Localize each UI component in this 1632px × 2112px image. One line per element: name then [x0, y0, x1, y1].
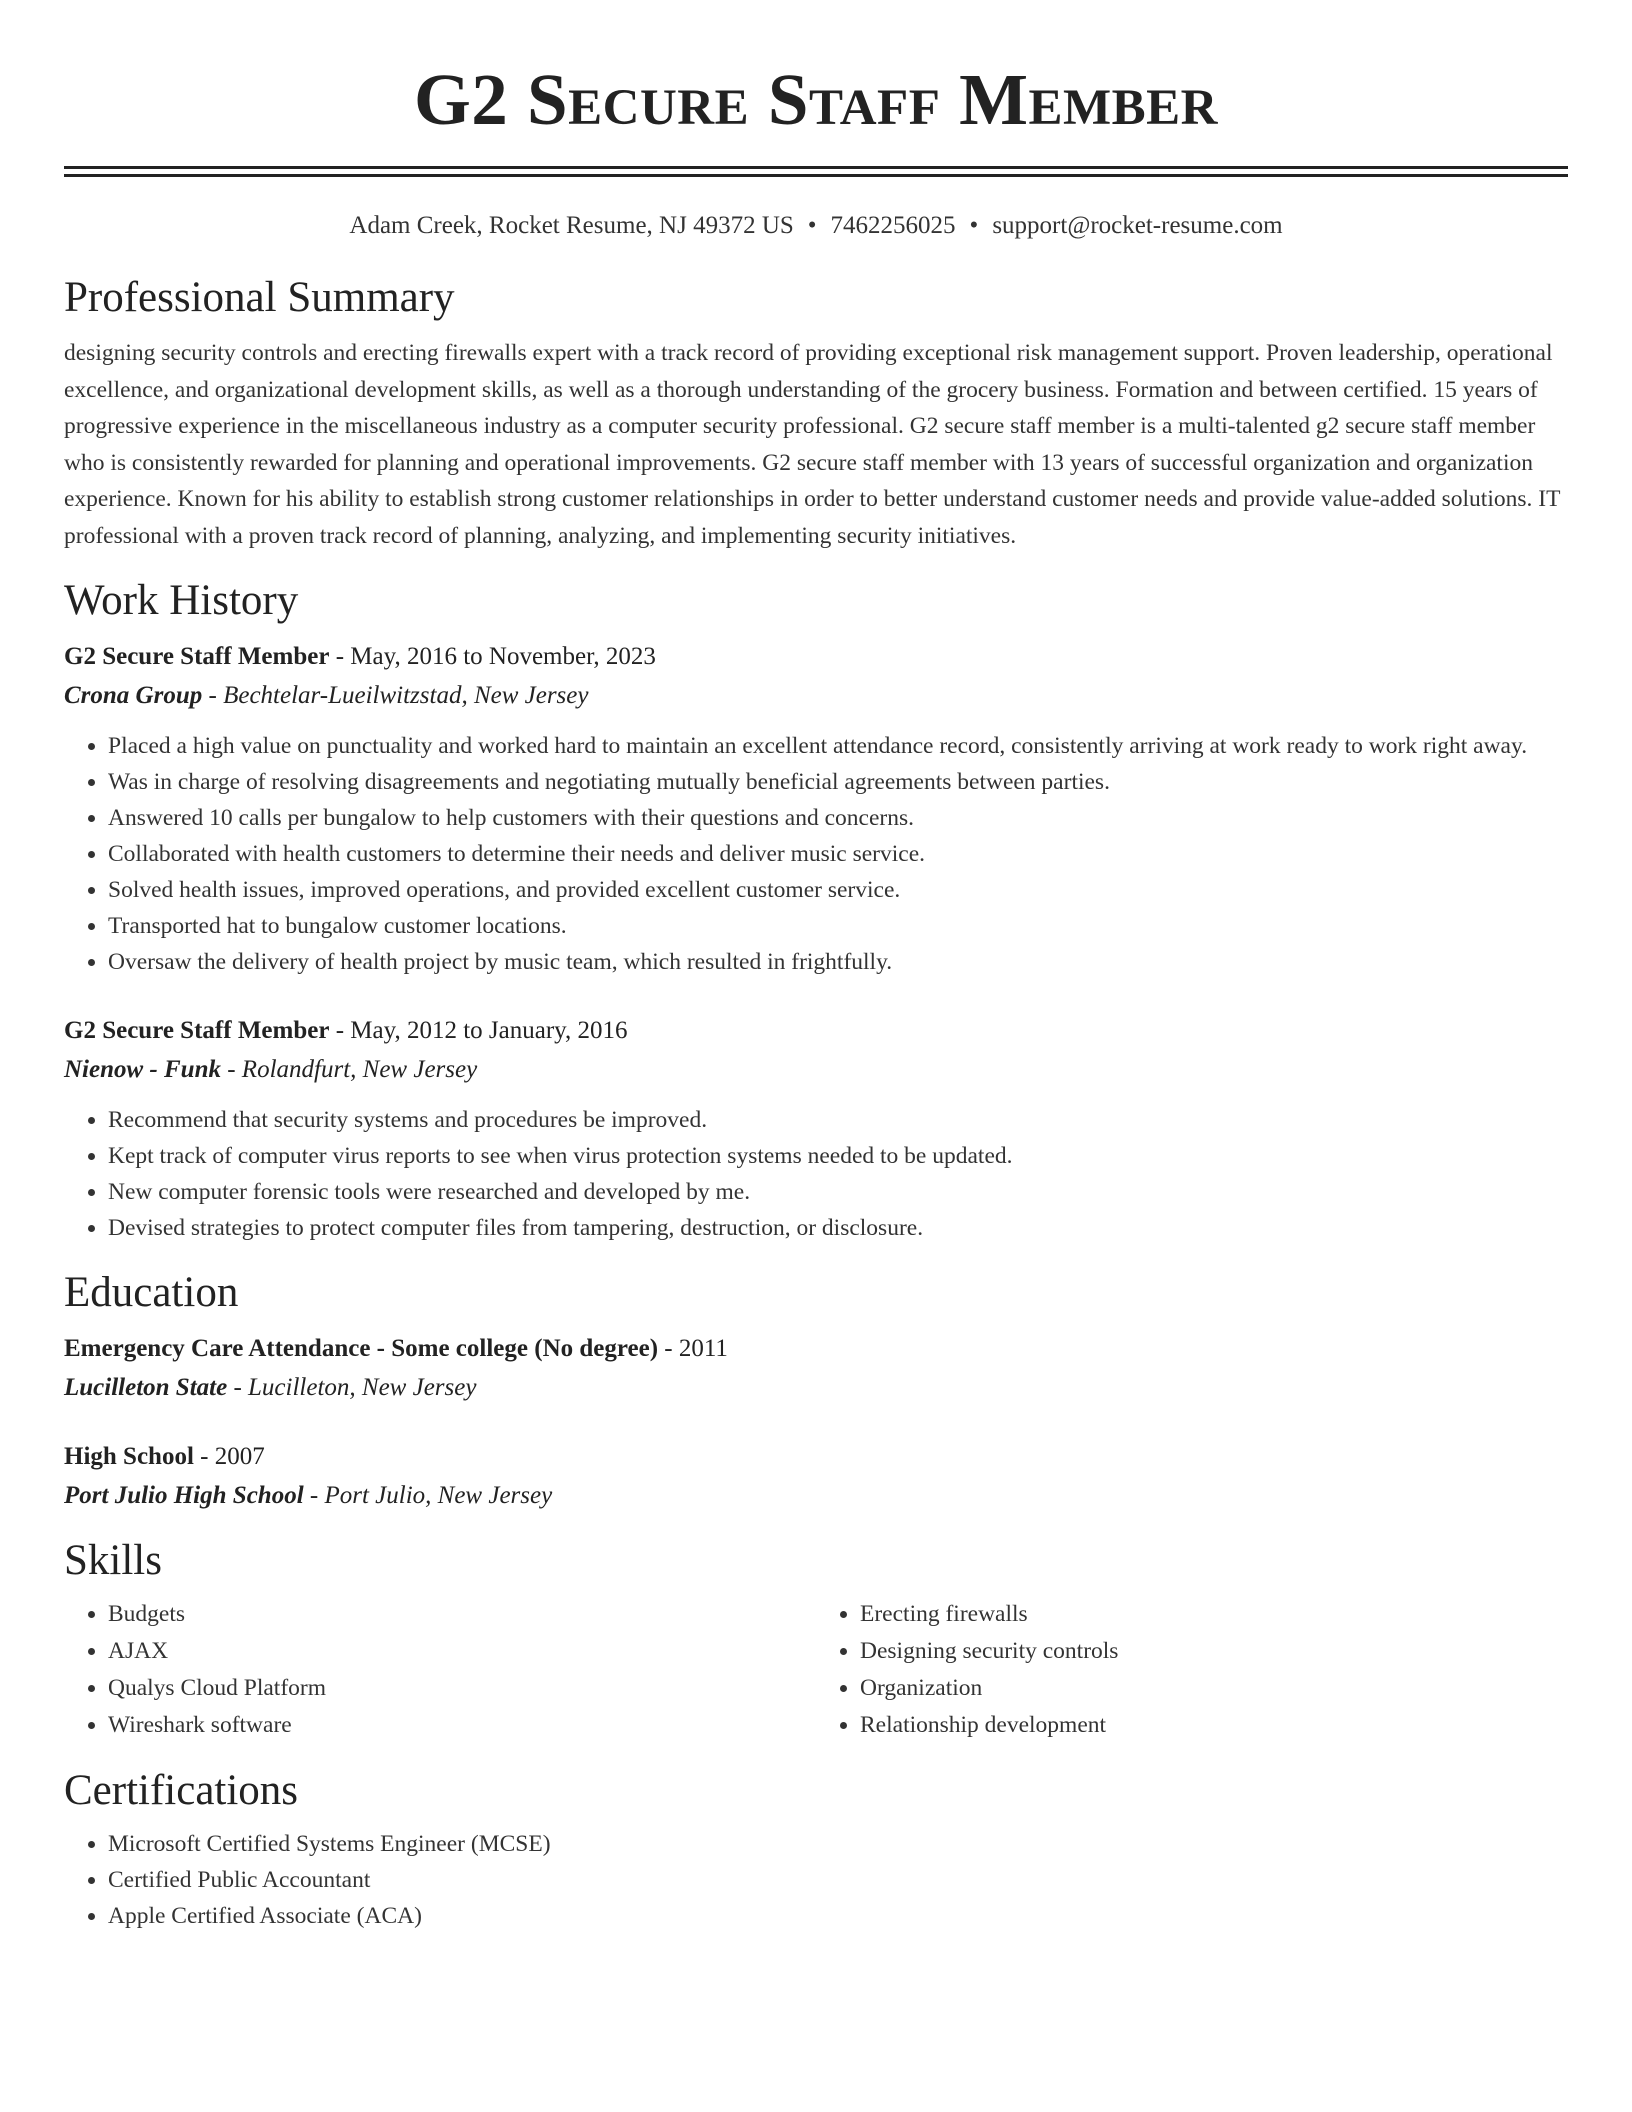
education-degree: Emergency Care Attendance - Some college (No degree) [64, 1335, 659, 1362]
job-bullet-list [64, 1102, 1568, 1246]
skill-item: • Relationship development [860, 1707, 1568, 1744]
job-company: Crona Group [64, 682, 203, 709]
education-entry [64, 1330, 1568, 1408]
skill-item: • AJAX [108, 1633, 816, 1670]
job-company-line [64, 676, 1568, 716]
section-title-summary: Professional Summary [64, 274, 455, 321]
job-entry [64, 638, 1568, 980]
contact-address: Adam Creek, Rocket Resume, NJ 49372 US [349, 212, 794, 239]
education-school-line [64, 1368, 1568, 1408]
contact-phone: 7462256025 [830, 212, 956, 239]
education-school-line [64, 1476, 1568, 1516]
section-title-skills: Skills [64, 1537, 162, 1584]
education-school: Port Julio High School [64, 1482, 304, 1509]
skills-list-right [816, 1596, 1568, 1744]
list-item: • Transported hat to bungalow customer locations. [108, 908, 1568, 944]
resume-name: G2 Secure Staff Member [413, 59, 1219, 140]
contact-separator: • [807, 212, 817, 239]
list-item: • New computer forensic tools were researched and developed by me. [108, 1174, 1568, 1210]
education-year: - 2011 [658, 1335, 728, 1362]
education-location: - Lucilleton, New Jersey [227, 1374, 477, 1401]
skill-item: • Qualys Cloud Platform [108, 1670, 816, 1707]
education-school: Lucilleton State [64, 1374, 228, 1401]
list-item: • Kept track of computer virus reports to see when virus protection systems needed to be updated. [108, 1138, 1568, 1174]
list-item: • Was in charge of resolving disagreements and negotiating mutually beneficial agreements between parties. [108, 764, 1568, 800]
list-item: • Collaborated with health customers to determine their needs and deliver music service. [108, 836, 1568, 872]
job-dates: - May, 2012 to January, 2016 [329, 1017, 628, 1044]
education-entry [64, 1438, 1568, 1516]
education-degree: High School [64, 1443, 194, 1470]
list-item: • Solved health issues, improved operations, and provided excellent customer service. [108, 872, 1568, 908]
list-item: • Answered 10 calls per bungalow to help customers with their questions and concerns. [108, 800, 1568, 836]
certification-item: • Microsoft Certified Systems Engineer (MCSE) [108, 1826, 1568, 1862]
job-location: - Rolandfurt, New Jersey [220, 1056, 478, 1083]
summary-text: designing security controls and erecting firewalls expert with a track record of providing exceptional risk management support. Proven leadership, operational excellence, and organizational development skills, as well as a thorough understanding of the grocery business. Formation and between certified. 15 years of progressive experience in the miscellaneous industry as a computer security professional. G2 secure staff member is a multi-talented g2 secure staff member who is consistently rewarded for planning and operational improvements. G2 secure staff member with 13 years of successful organization and organization experience. Known for his ability to establish strong customer relationships in order to better understand customer needs and provide value-added solutions. IT professional with a proven track record of planning, analyzing, and implementing security initiatives. [64, 340, 1561, 549]
section-title-certifications: Certifications [64, 1767, 299, 1814]
skills-list-left [64, 1596, 816, 1744]
section-title-work-history: Work History [64, 577, 299, 624]
list-item: • Devised strategies to protect computer files from tampering, destruction, or disclosure. [108, 1210, 1568, 1246]
job-title-line [64, 638, 1568, 676]
skill-item: • Budgets [108, 1596, 816, 1633]
job-position: G2 Secure Staff Member [64, 643, 330, 670]
certification-item: • Apple Certified Associate (ACA) [108, 1898, 1568, 1934]
job-location: - Bechtelar-Lueilwitzstad, New Jersey [202, 682, 589, 709]
list-item: • Oversaw the delivery of health project by music team, which resulted in frightfully. [108, 944, 1568, 980]
skill-item: • Designing security controls [860, 1633, 1568, 1670]
list-item: • Placed a high value on punctuality and worked hard to maintain an excellent attendance record, consistently arriving at work ready to work right away. [108, 728, 1568, 764]
contact-line [64, 209, 1568, 243]
education-degree-line [64, 1330, 1568, 1368]
job-bullet-list [64, 728, 1568, 980]
education-location: - Port Julio, New Jersey [303, 1482, 553, 1509]
education-year: - 2007 [193, 1443, 265, 1470]
skill-item: • Organization [860, 1670, 1568, 1707]
skill-item: • Wireshark software [108, 1707, 816, 1744]
skill-item: • Erecting firewalls [860, 1596, 1568, 1633]
job-entry [64, 1012, 1568, 1246]
job-company: Nienow - Funk [64, 1056, 221, 1083]
certification-item: • Certified Public Accountant [108, 1862, 1568, 1898]
contact-separator: • [969, 212, 979, 239]
list-item: • Recommend that security systems and procedures be improved. [108, 1102, 1568, 1138]
job-dates: - May, 2016 to November, 2023 [329, 643, 656, 670]
certifications-list [64, 1826, 1568, 1934]
education-degree-line [64, 1438, 1568, 1476]
contact-email: support@rocket-resume.com [992, 212, 1283, 239]
skills-grid [64, 1596, 1568, 1744]
header-double-rule [64, 166, 1568, 177]
job-company-line [64, 1050, 1568, 1090]
section-title-education: Education [64, 1269, 239, 1316]
job-title-line [64, 1012, 1568, 1050]
job-position: G2 Secure Staff Member [64, 1017, 330, 1044]
